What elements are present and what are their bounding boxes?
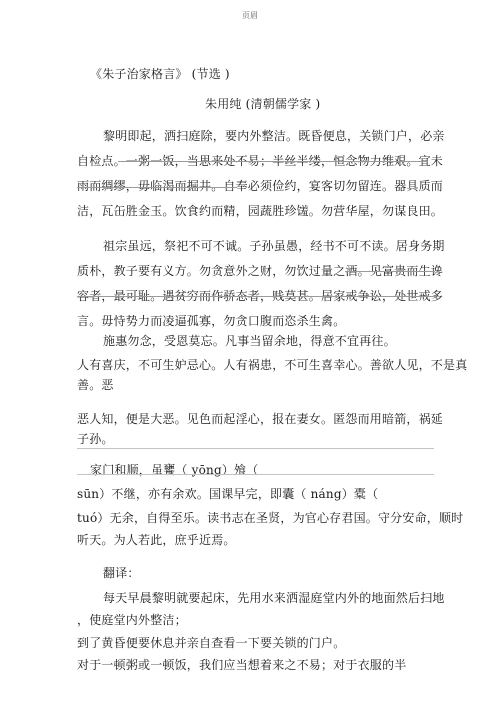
- page-header: 页眉: [242, 11, 258, 20]
- document-title: 《朱子治家格言》 (节选 ): [90, 67, 230, 81]
- text-line-20: 到了黄昏便要休息并亲自查看一下要关锁的门户。: [77, 636, 346, 650]
- text-line-11: 善。恶: [77, 378, 114, 392]
- text-line-14: 家门和顺，虽饔（ yōng）飧（: [90, 463, 259, 477]
- text-line-7: 容者，最可耻。遇贫穷而作骄态者，贱莫甚。居家戒争讼，处世戒多: [77, 289, 444, 303]
- divider-line-1: [77, 448, 434, 449]
- text-line-16: tuó）无余，自得至乐。读书志在圣贤，为官心存君国。守分安命，顺时: [77, 511, 464, 525]
- text-line-8: 言。毋恃势力而凌逼孤寡，勿贪口腹而恣杀生禽。: [77, 314, 346, 328]
- text-line-15: sūn）不继，亦有余欢。国课早完，即囊（ náng）橐（: [77, 487, 379, 501]
- text-line-9: 施惠勿念，受恩莫忘。凡事当留余地，得意不宜再往。: [103, 334, 396, 348]
- text-line-4: 洁，瓦缶胜金玉。饮食约而精，园蔬胜珍馐。勿营华屋，勿谋良田。: [77, 204, 444, 218]
- text-line-13: 子孙。: [77, 432, 114, 446]
- text-line-21: 对于一顿粥或一顿饭，我们应当想着来之不易；对于衣服的半: [77, 658, 407, 672]
- strike-line-3: [345, 271, 435, 272]
- text-line-10: 人有喜庆，不可生妒忌心。人有祸患，不可生喜幸心。善欲人见，不是真: [77, 358, 468, 372]
- text-line-1: 黎明即起，洒扫庭除，要内外整洁。既昏便息，关锁门户，必亲: [103, 129, 445, 143]
- text-line-5: 祖宗虽远，祭祀不可不诚。子孙虽愚，经书不可不读。居身务期: [103, 239, 445, 253]
- strike-line-4: [77, 296, 435, 297]
- translation-label: 翻译：: [103, 566, 140, 580]
- text-line-6: 质朴，教子要有义方。勿贪意外之财，勿饮过量之酒。见富贵而生谗: [77, 264, 444, 278]
- text-line-19: ，使庭堂内外整洁；: [77, 613, 187, 627]
- strike-line-1: [118, 161, 428, 162]
- text-line-18: 每天早晨黎明就要起床，先用水来洒湿庭堂内外的地面然后扫地: [103, 591, 445, 605]
- author-line: 朱用纯 (清朝儒学家 ): [205, 97, 321, 111]
- text-line-3: 雨而绸缪，毋临渴而掘井。自奉必须俭约，宴客切勿留连。器具质而: [77, 179, 444, 193]
- text-line-2: 自检点。一粥一饭，当思来处不易；半丝半缕，恒念物力维艰。宜未: [77, 154, 444, 168]
- text-line-17: 听天。为人若此，庶乎近焉。: [77, 533, 236, 547]
- strike-line-2: [77, 187, 237, 188]
- divider-line-2: [77, 474, 434, 475]
- text-line-12: 恶人知，便是大恶。见色而起淫心，报在妻女。匿怨而用暗箭，祸延: [77, 412, 444, 426]
